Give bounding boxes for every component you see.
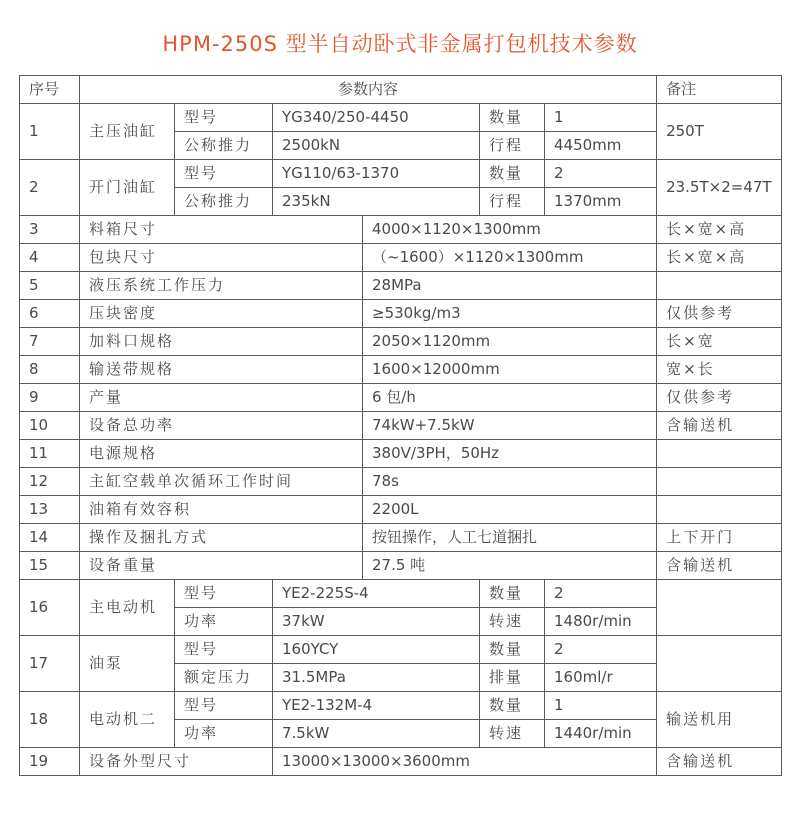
pressure-value: 31.5MPa: [273, 664, 480, 692]
table-row: [20, 356, 782, 384]
table-row: [20, 524, 782, 552]
row-name: 设备重量: [80, 552, 363, 580]
stroke-label: 行程: [480, 132, 545, 160]
row-value: 按钮操作，人工七道捆扎: [363, 524, 657, 552]
row-value: 27.5 吨: [363, 552, 657, 580]
row-no: 6: [20, 300, 80, 328]
table-row: [20, 216, 782, 244]
row-value: ≥530kg/m3: [363, 300, 657, 328]
qty-value: 1: [545, 104, 657, 132]
row-no: 16: [20, 580, 80, 636]
row-value: 13000×13000×3600mm: [273, 748, 657, 776]
table-header-row: [20, 76, 782, 104]
speed-label: 转速: [480, 720, 545, 748]
row-no: 4: [20, 244, 80, 272]
row-no: 10: [20, 412, 80, 440]
row-name: 设备总功率: [80, 412, 363, 440]
force-value: 2500kN: [273, 132, 480, 160]
row-remark: 含输送机: [657, 552, 782, 580]
row-remark: [657, 496, 782, 524]
speed-value: 1440r/min: [545, 720, 657, 748]
row-no: 17: [20, 636, 80, 692]
row-name: 油泵: [80, 636, 175, 692]
row-name: 操作及捆扎方式: [80, 524, 363, 552]
model-label: 型号: [175, 160, 273, 188]
row-no: 9: [20, 384, 80, 412]
row-name: 料箱尺寸: [80, 216, 363, 244]
table-row: [20, 440, 782, 468]
power-label: 功率: [175, 608, 273, 636]
row-remark: 长×宽×高: [657, 244, 782, 272]
model-label: 型号: [175, 104, 273, 132]
speed-value: 1480r/min: [545, 608, 657, 636]
row-no: 15: [20, 552, 80, 580]
row-remark: 含输送机: [657, 748, 782, 776]
row-value: 4000×1120×1300mm: [363, 216, 657, 244]
qty-label: 数量: [480, 580, 545, 608]
model-value: YG110/63-1370: [273, 160, 480, 188]
row-no: 19: [20, 748, 80, 776]
table-row: [20, 636, 782, 664]
table-row: [20, 692, 782, 720]
row-name: 主电动机: [80, 580, 175, 636]
row-no: 2: [20, 160, 80, 216]
row-value: 2050×1120mm: [363, 328, 657, 356]
row-remark: 上下开门: [657, 524, 782, 552]
row-no: 12: [20, 468, 80, 496]
qty-label: 数量: [480, 692, 545, 720]
row-no: 8: [20, 356, 80, 384]
row-value: （~1600）×1120×1300mm: [363, 244, 657, 272]
force-label: 公称推力: [175, 188, 273, 216]
row-remark: 仅供参考: [657, 300, 782, 328]
stroke-value: 1370mm: [545, 188, 657, 216]
qty-value: 2: [545, 636, 657, 664]
row-name: 产量: [80, 384, 363, 412]
row-remark: 含输送机: [657, 412, 782, 440]
speed-label: 转速: [480, 608, 545, 636]
qty-value: 2: [545, 580, 657, 608]
qty-value: 2: [545, 160, 657, 188]
header-remark: 备注: [657, 76, 782, 104]
force-value: 235kN: [273, 188, 480, 216]
stroke-value: 4450mm: [545, 132, 657, 160]
row-name: 油箱有效容积: [80, 496, 363, 524]
row-no: 7: [20, 328, 80, 356]
qty-value: 1: [545, 692, 657, 720]
table-row: [20, 468, 782, 496]
qty-label: 数量: [480, 104, 545, 132]
power-label: 功率: [175, 720, 273, 748]
row-name: 包块尺寸: [80, 244, 363, 272]
row-no: 13: [20, 496, 80, 524]
row-name: 电动机二: [80, 692, 175, 748]
row-no: 11: [20, 440, 80, 468]
row-name: 电源规格: [80, 440, 363, 468]
row-remark: 仅供参考: [657, 384, 782, 412]
row-remark: 输送机用: [657, 692, 782, 748]
row-name: 液压系统工作压力: [80, 272, 363, 300]
row-no: 5: [20, 272, 80, 300]
pressure-label: 额定压力: [175, 664, 273, 692]
table-row: [20, 300, 782, 328]
table-row: [20, 552, 782, 580]
row-name: 开门油缸: [80, 160, 175, 216]
displacement-value: 160ml/r: [545, 664, 657, 692]
row-no: 3: [20, 216, 80, 244]
table-row: [20, 384, 782, 412]
row-remark: 250T: [657, 104, 782, 160]
power-value: 7.5kW: [273, 720, 480, 748]
table-row: [20, 160, 782, 188]
qty-label: 数量: [480, 160, 545, 188]
displacement-label: 排量: [480, 664, 545, 692]
row-remark: [657, 440, 782, 468]
page-title: HPM-250S 型半自动卧式非金属打包机技术参数: [162, 32, 638, 56]
row-value: 28MPa: [363, 272, 657, 300]
table-row: [20, 496, 782, 524]
row-name: 输送带规格: [80, 356, 363, 384]
table-row: [20, 412, 782, 440]
model-label: 型号: [175, 636, 273, 664]
row-value: 2200L: [363, 496, 657, 524]
table-row: [20, 748, 782, 776]
row-no: 1: [20, 104, 80, 160]
qty-label: 数量: [480, 636, 545, 664]
row-remark: [657, 272, 782, 300]
row-name: 加料口规格: [80, 328, 363, 356]
row-name: 主缸空载单次循环工作时间: [80, 468, 363, 496]
row-remark: [657, 580, 782, 636]
row-remark: 宽×长: [657, 356, 782, 384]
row-value: 6 包/h: [363, 384, 657, 412]
table-row: [20, 328, 782, 356]
row-value: 74kW+7.5kW: [363, 412, 657, 440]
row-remark: 长×宽: [657, 328, 782, 356]
row-name: 主压油缸: [80, 104, 175, 160]
stroke-label: 行程: [480, 188, 545, 216]
table-row: [20, 272, 782, 300]
row-remark: [657, 636, 782, 692]
header-params: 参数内容: [80, 76, 657, 104]
power-value: 37kW: [273, 608, 480, 636]
row-remark: [657, 468, 782, 496]
row-remark: 长×宽×高: [657, 216, 782, 244]
row-name: 压块密度: [80, 300, 363, 328]
model-value: 160YCY: [273, 636, 480, 664]
table-row: [20, 104, 782, 132]
row-value: 78s: [363, 468, 657, 496]
row-value: 380V/3PH，50Hz: [363, 440, 657, 468]
header-no: 序号: [20, 76, 80, 104]
model-value: YE2-225S-4: [273, 580, 480, 608]
model-value: YE2-132M-4: [273, 692, 480, 720]
row-remark: 23.5T×2=47T: [657, 160, 782, 216]
row-no: 18: [20, 692, 80, 748]
force-label: 公称推力: [175, 132, 273, 160]
row-no: 14: [20, 524, 80, 552]
spec-table: [19, 75, 782, 776]
model-label: 型号: [175, 580, 273, 608]
row-value: 1600×12000mm: [363, 356, 657, 384]
table-row: [20, 580, 782, 608]
row-name: 设备外型尺寸: [80, 748, 273, 776]
table-row: [20, 244, 782, 272]
model-label: 型号: [175, 692, 273, 720]
model-value: YG340/250-4450: [273, 104, 480, 132]
